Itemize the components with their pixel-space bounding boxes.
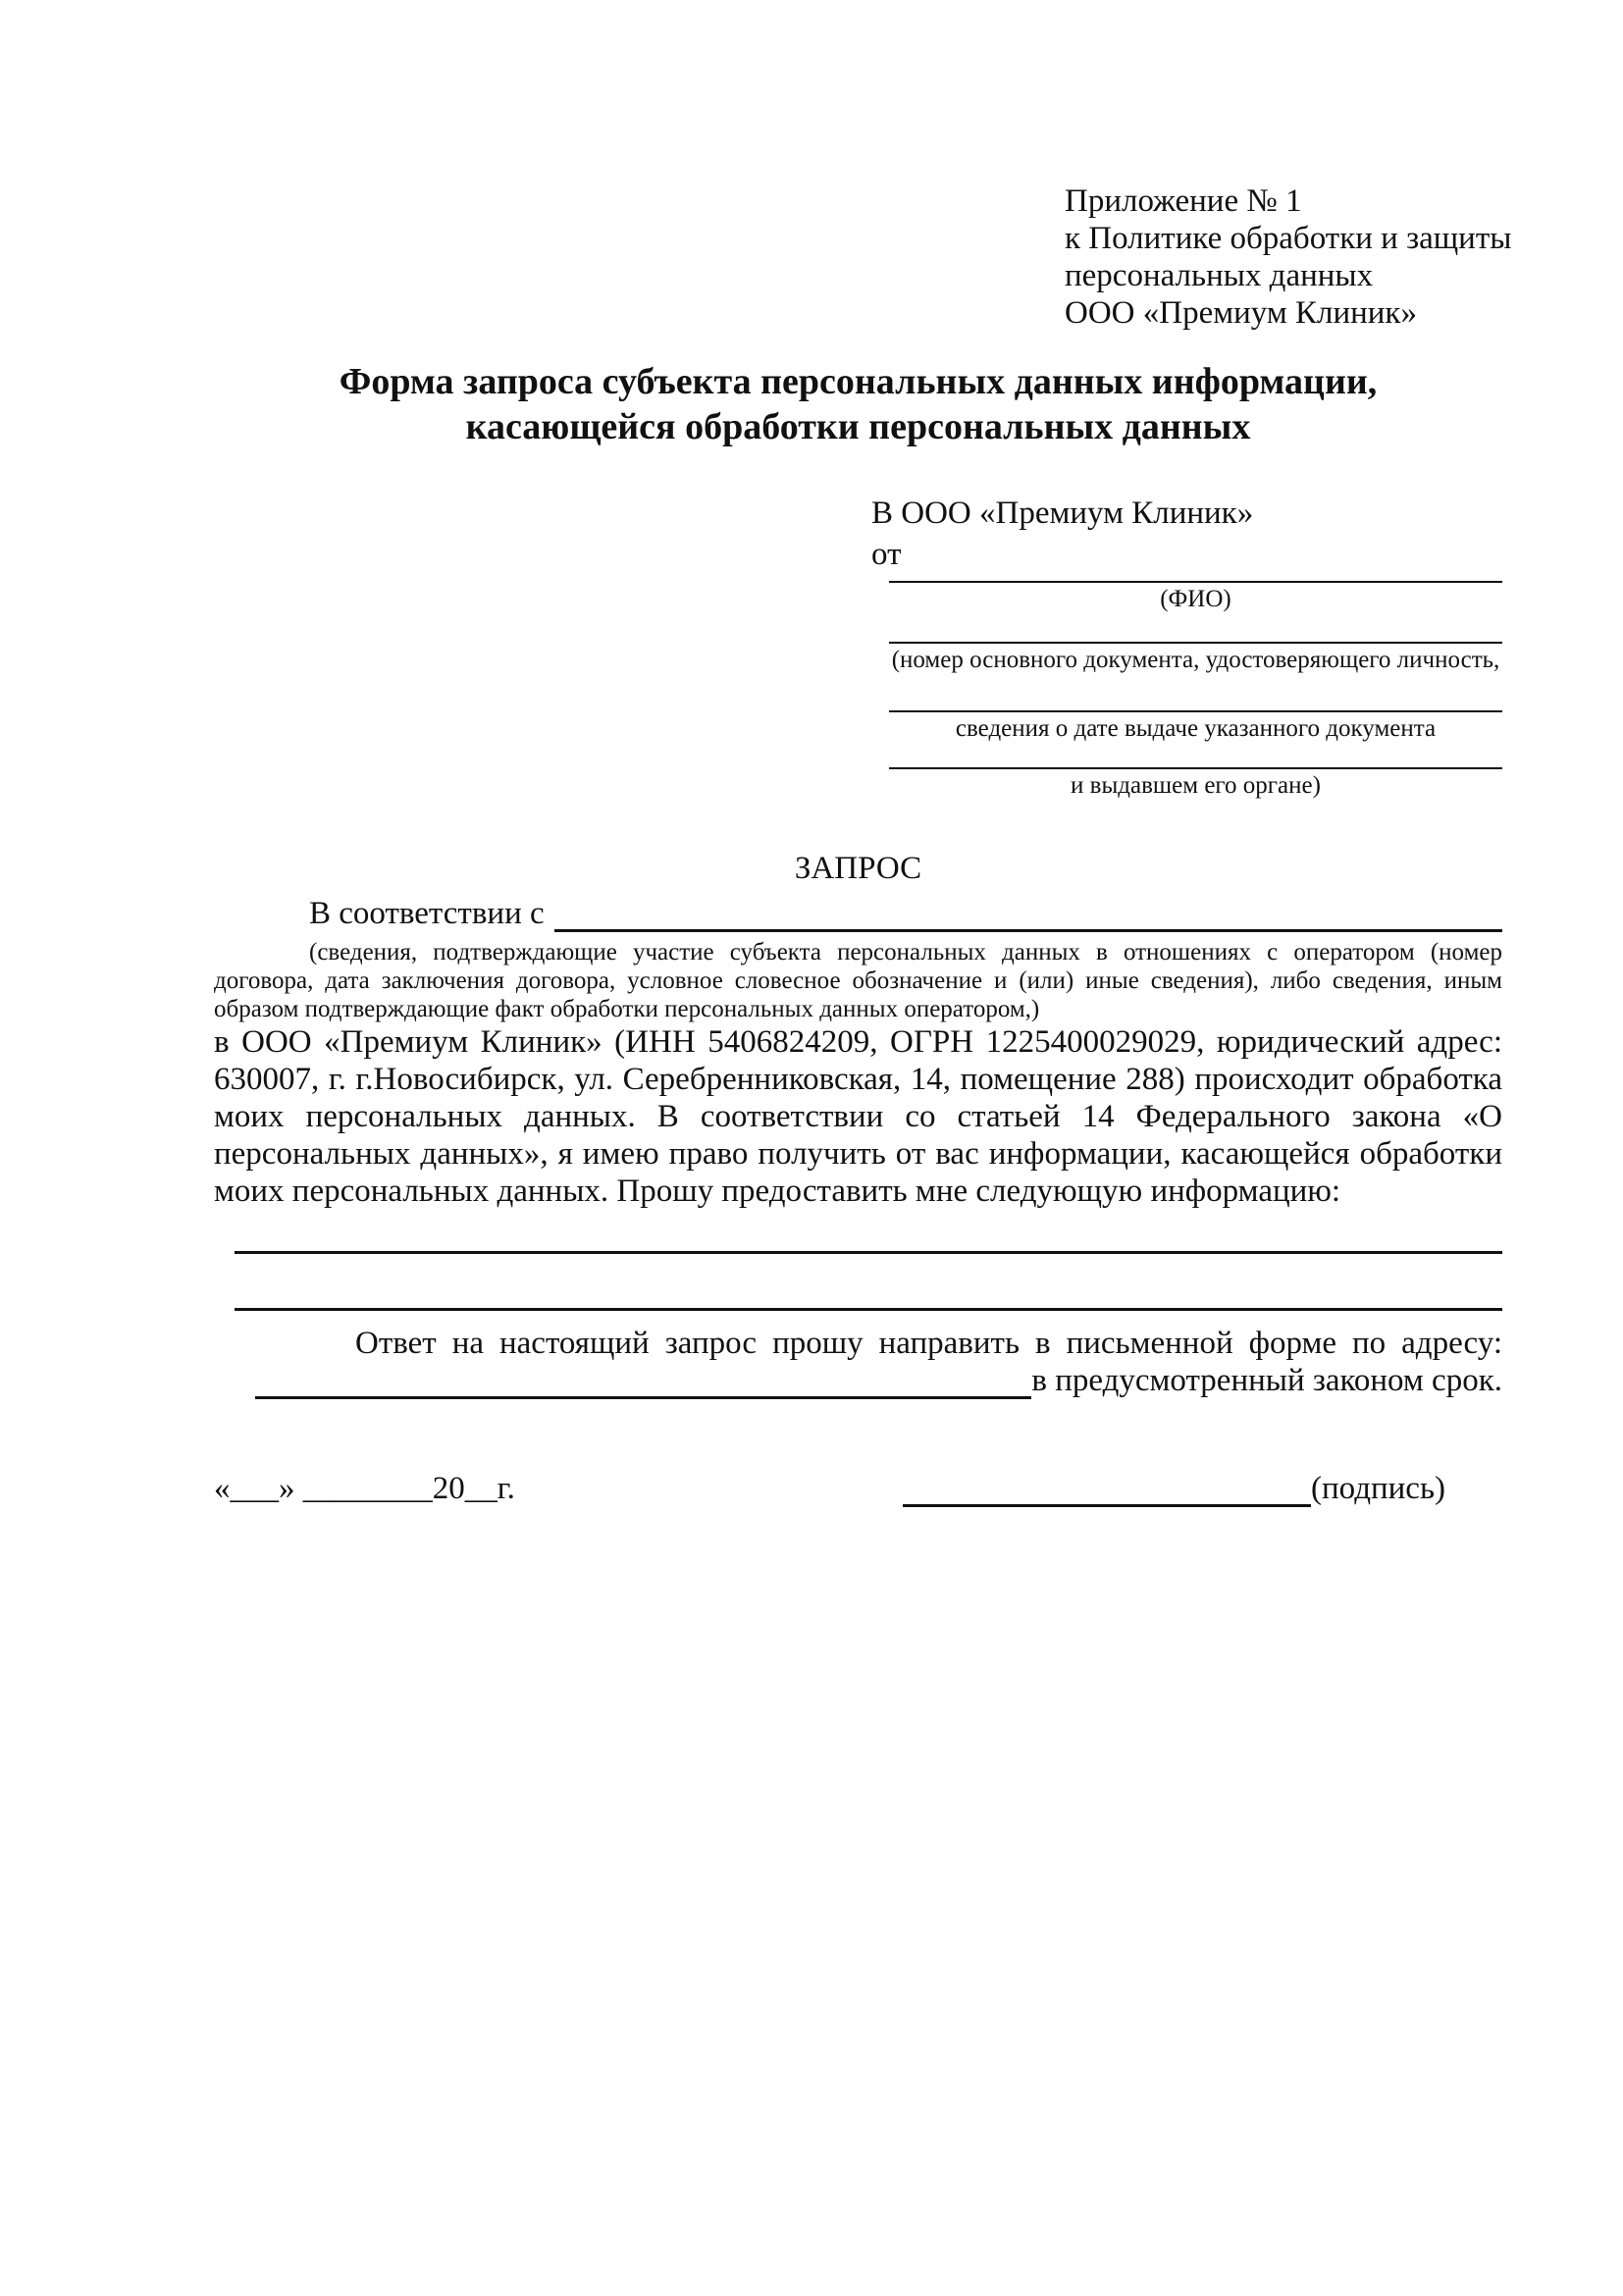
- field-fio: [889, 575, 1502, 612]
- from-label: от: [871, 537, 902, 572]
- response-address-line: [214, 1362, 1502, 1399]
- doc-number-caption: (номер основного документа, удостоверяющего личность,: [891, 647, 1500, 673]
- address-blank-field[interactable]: [255, 1395, 1031, 1399]
- basis-blank-field[interactable]: [554, 928, 1502, 932]
- field-doc-number: [889, 612, 1502, 673]
- doc-number-blank-field[interactable]: [889, 612, 1502, 644]
- appendix-header: [1065, 183, 1512, 332]
- date-fill-line[interactable]: «___» ________20__г.: [214, 1471, 515, 1506]
- addressee-org: В ООО «Премиум Клиник»: [871, 496, 1254, 531]
- response-sentence: Ответ на настоящий запрос прошу направить в письменной форме по адресу:: [355, 1326, 1502, 1361]
- signature-area: [903, 1470, 1445, 1507]
- form-title: [214, 359, 1502, 449]
- intro-footnote: (сведения, подтверждающие участие субъекта персональных данных в отношениях с оператором (номер договора, дата заключения договора, условное словесное обозначение и (или) иные сведения), либо сведения, иным образом подтверждающие факт обработки персональных данных оператором,): [214, 939, 1502, 1022]
- intro-line: [214, 895, 1502, 932]
- appendix-header-line: ООО «Премиум Клиник»: [1065, 295, 1417, 331]
- field-doc-issuer: [889, 742, 1502, 799]
- appendix-header-line: к Политике обработки и защиты: [1065, 221, 1512, 256]
- addressee-block: [871, 493, 1502, 799]
- fio-caption: (ФИО): [1160, 586, 1231, 612]
- form-title-line: касающейся обработки персональных данных: [465, 406, 1251, 447]
- signature-caption: (подпись): [1311, 1471, 1445, 1506]
- response-suffix: в предусмотренный законом срок.: [1031, 1363, 1502, 1398]
- request-heading: ЗАПРОС: [794, 851, 922, 886]
- field-doc-date: [889, 673, 1502, 742]
- doc-issuer-blank-field[interactable]: [889, 742, 1502, 769]
- fio-blank-field[interactable]: [889, 575, 1502, 583]
- appendix-header-line: персональных данных: [1065, 258, 1374, 293]
- doc-date-blank-field[interactable]: [889, 673, 1502, 712]
- info-blank-line-2[interactable]: [235, 1254, 1502, 1311]
- form-title-line: Форма запроса субъекта персональных данных информации,: [339, 361, 1378, 402]
- appendix-header-line: Приложение № 1: [1065, 183, 1302, 219]
- date-signature-row: [214, 1470, 1502, 1507]
- request-body-paragraph: в ООО «Премиум Клиник» (ИНН 5406824209, ОГРН 1225400029029, юридический адрес: 630007, г. г.Новосибирск, ул. Серебренниковская, 14, помещение 288) происходит обработка моих персональных данных. В соответствии со статьей 14 Федерального закона «О персональных данных», я имею право получить от вас информации, касающейся обработки моих персональных данных. Прошу предоставить мне следующую информацию:: [214, 1024, 1502, 1209]
- intro-prefix: В соответствии с: [309, 896, 545, 931]
- doc-issuer-caption: и выдавшем его органе): [1071, 772, 1321, 799]
- signature-blank-field[interactable]: [903, 1503, 1311, 1507]
- doc-date-caption: сведения о дате выдаче указанного документа: [955, 715, 1437, 742]
- info-blank-line-1[interactable]: [235, 1210, 1502, 1254]
